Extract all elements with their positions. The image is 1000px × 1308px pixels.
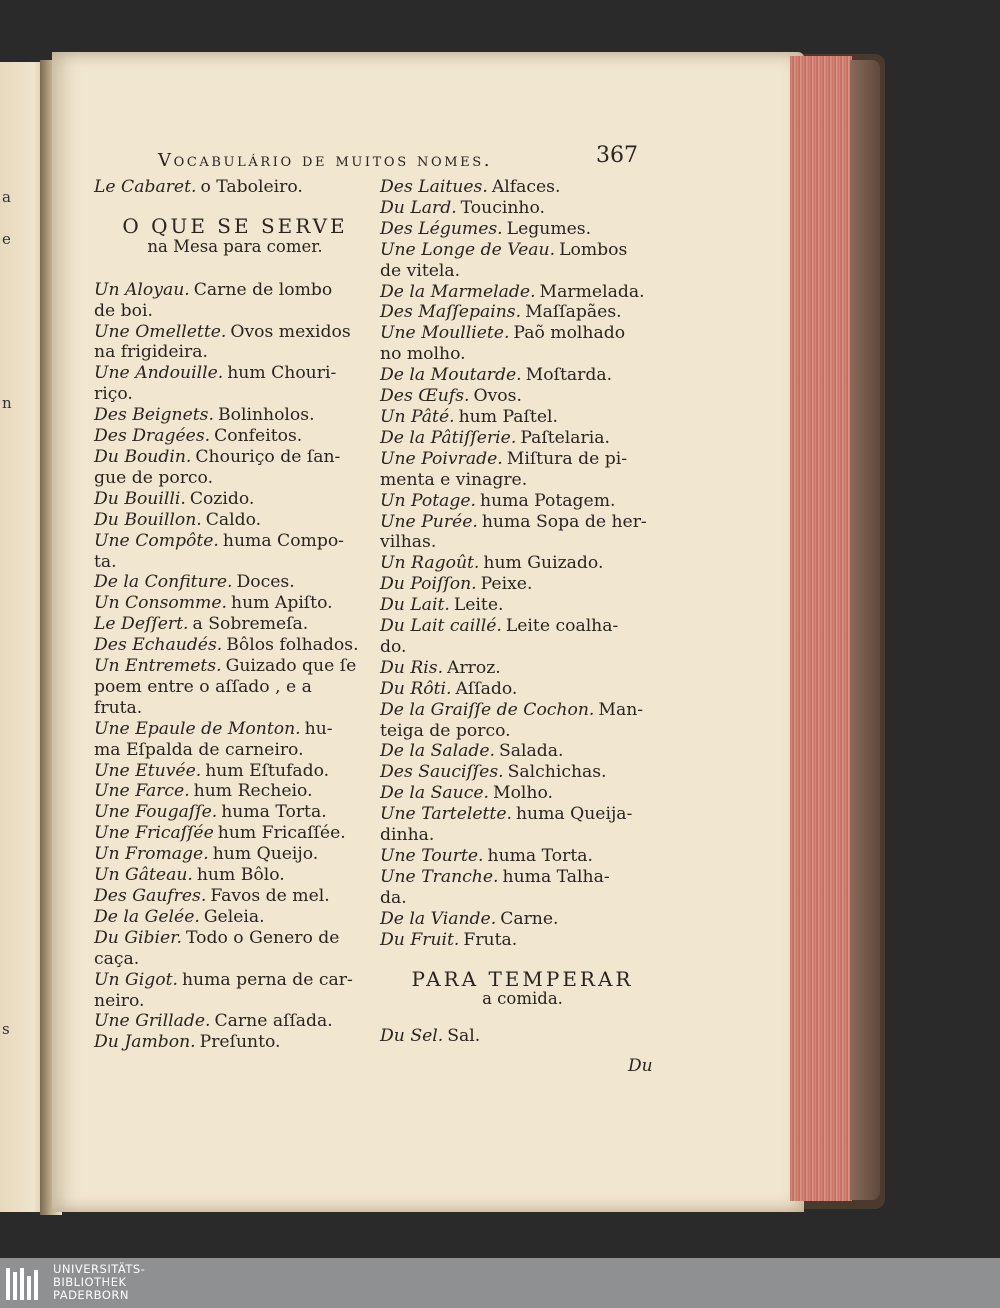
library-name [53,1263,145,1302]
vocab-entry [380,846,665,867]
vocab-entry [94,489,376,510]
entry-continuation: na frigideira. [94,342,208,363]
portuguese-term: hum Bôlo. [196,865,285,886]
vocab-entry [94,426,376,447]
portuguese-term: huma Torta. [487,846,593,866]
entry-continuation: vilhas. [380,532,437,553]
library-footer [0,1258,1000,1308]
vocab-entry [94,447,376,489]
portuguese-term: Carne de lombo [193,279,333,300]
portuguese-term: hum Paſtel. [458,406,558,427]
french-term: De la Moutarde. [380,365,522,386]
french-term: Le Cabaret. [94,177,197,197]
vocab-entry [94,572,376,593]
french-term: Le Deſſert. [94,614,189,635]
french-term: Une Epaule de Monton. [94,718,301,739]
french-term: Du Lait caillé. [380,616,502,637]
portuguese-term: huma Potagem. [480,490,616,511]
vocab-entry [94,1011,376,1032]
french-term: De la Sauce. [380,783,489,804]
vocab-entry [94,177,376,198]
entry-continuation: dinha. [380,825,435,846]
french-term: Une Etuvée. [94,760,202,781]
vocab-entry [94,928,376,970]
portuguese-term: Miſtura de pi- [506,448,628,469]
portuguese-term: Carne. [500,908,559,929]
portuguese-term: Chouriço de ſan- [195,446,341,467]
french-term: Une Tourte. [380,846,484,866]
vocab-entry [380,428,665,449]
portuguese-term: Cozido. [189,488,255,509]
french-term: Du Gibier. [94,927,183,948]
portuguese-term: Todo o Genero de [186,927,340,948]
vocab-entry [94,865,376,886]
portuguese-term: Toucinho. [460,197,545,218]
portuguese-term: Peixe. [480,574,533,595]
portuguese-term: Marmelada. [539,281,645,302]
entry-continuation: do. [380,636,407,657]
vocab-entry [94,719,376,761]
section-heading-main: O QUE SE SERVE [122,213,348,238]
portuguese-term: o Taboleiro. [200,177,303,197]
portuguese-term: huma Queija- [515,804,633,825]
vocab-entry [380,219,665,240]
french-term: Un Entremets. [94,656,222,677]
portuguese-term: Paſtelaria. [520,427,610,448]
vocab-entry [94,510,376,531]
french-term: Du Boudin. [94,446,192,467]
portuguese-term: hum Chouri- [227,363,337,384]
vocab-entry [380,323,665,365]
french-term: Une Grillade. [94,1011,211,1032]
french-term: Du Sel. [380,1026,444,1047]
vocab-entry [94,781,376,802]
edge-char: a [2,188,11,206]
vocab-entry [380,700,665,742]
entry-continuation: de boi. [94,300,153,321]
vocab-entry [94,635,376,656]
portuguese-term: Guizado que ſe [225,656,357,677]
portuguese-term: Salchichas. [507,762,607,783]
vocab-entry [94,823,376,844]
french-term: De la Gelée. [94,906,200,927]
vocab-entry [94,656,376,719]
vocab-entry [380,553,665,574]
french-term: Une Omellette. [94,321,227,342]
vocab-entry [380,177,665,198]
portuguese-term: Ovos. [473,386,522,407]
edge-char: n [2,394,12,412]
entry-continuation: ma Eſpalda de carneiro. [94,739,304,760]
french-term: Des Echaudés. [94,635,223,656]
library-name-line: UNIVERSITÄTS- [53,1262,146,1276]
entry-continuation: ta. [94,551,117,572]
entry-continuation: da. [380,887,407,908]
french-term: Des Maſſepains. [380,302,522,323]
vocab-entry [380,595,665,616]
french-term: Du Bouillon. [94,509,202,530]
portuguese-term: Salada. [499,741,564,762]
french-term: Du Fruit. [380,929,460,950]
library-name-line: PADERBORN [53,1288,130,1302]
french-term: Une Tartelette. [380,804,512,825]
portuguese-term: Sal. [447,1026,481,1047]
portuguese-term: huma Compo- [222,530,344,551]
french-term: Un Consomme. [94,593,227,614]
portuguese-term: Arroz. [447,657,501,678]
section-heading [94,213,376,258]
vocab-entry [94,280,376,322]
vocab-entry [94,970,376,1012]
vocab-entry [380,574,665,595]
vocab-entry [380,491,665,512]
portuguese-term: Geleia. [203,906,265,927]
french-term: Du Jambon. [94,1032,196,1053]
entry-continuation: riço. [94,384,133,405]
portuguese-term: a Sobremeſa. [192,614,309,635]
vocab-entry [380,302,665,323]
french-term: Des Œufs. [380,386,470,407]
french-term: Une Tranche. [380,866,499,887]
french-term: Du Bouilli. [94,488,186,509]
portuguese-term: hum Eſtufado. [205,760,330,781]
portuguese-term: huma Sopa de her- [481,511,647,532]
portuguese-term: Leite. [453,595,504,616]
vocab-entry [94,761,376,782]
page-edge-shadow [850,60,880,1200]
portuguese-term: Maſſapães. [525,302,622,323]
entry-continuation: neiro. [94,990,145,1011]
vocab-entry [380,783,665,804]
french-term: Une Moulliete. [380,323,510,344]
vocab-entry [380,616,665,658]
portuguese-term: huma Talha- [502,866,610,887]
vocab-entry [94,405,376,426]
french-term: Des Dragées. [94,426,211,447]
portuguese-term: Legumes. [506,218,592,239]
portuguese-term: Caldo. [205,509,262,530]
vocab-entry [380,407,665,428]
french-term: Une Longe de Veau. [380,239,556,260]
french-term: Un Aloyau. [94,279,190,300]
vocab-entry [380,930,665,951]
french-term: De la Marmelade. [380,281,536,302]
french-term: Un Pâté. [380,406,455,427]
vocab-entry [94,614,376,635]
vocab-entry [94,531,376,573]
french-term: De la Confiture. [94,572,233,593]
vocab-entry [380,512,665,554]
french-term: Une Purée. [380,511,478,532]
portuguese-term: Bôlos folhados. [226,635,359,656]
catchword: Du [628,1056,653,1076]
french-term: Une Poivrade. [380,448,503,469]
portuguese-term: huma perna de car- [181,969,353,990]
portuguese-term: hum Apiſto. [231,593,333,614]
vocab-entry [380,804,665,846]
portuguese-term: Confeitos. [214,426,303,447]
french-term: Un Fromage. [94,844,209,865]
portuguese-term: huma Torta. [221,802,327,823]
french-term: Des Gaufres. [94,886,207,906]
french-term: Du Rôti. [380,678,452,699]
red-page-edges [790,56,852,1201]
french-term: Un Ragoût. [380,553,480,574]
vocab-entry [94,844,376,865]
french-term: Un Potage. [380,490,477,511]
vocab-entry [94,322,376,364]
portuguese-term: Ovos mexidos [230,321,351,342]
vocab-entry [380,198,665,219]
vocab-entry [380,240,665,282]
french-term: Un Gâteau. [94,865,193,886]
french-term: Du Lard. [380,197,457,218]
french-term: Du Poiſſon. [380,574,477,595]
french-term: Une Fougaſſe. [94,802,218,823]
right-column [380,177,665,1047]
french-term: Des Laitues. [380,177,488,197]
section-heading-sub: na Mesa para comer. [147,236,323,256]
portuguese-term: hu- [304,718,333,739]
entry-continuation: menta e vinagre. [380,469,528,490]
portuguese-term: Aſſado. [455,678,518,699]
edge-char: s [2,1020,10,1038]
vocab-entry [94,593,376,614]
entry-continuation: teiga de porco. [380,720,511,741]
vocab-entry [94,886,376,907]
vocab-entry [380,762,665,783]
portuguese-term: Preſunto. [199,1032,281,1053]
entry-continuation: de vitela. [380,260,461,281]
portuguese-term: hum Guizado. [483,553,604,574]
portuguese-term: Paõ molhado [513,323,626,344]
portuguese-term: hum Fricaſſée. [217,823,346,844]
vocab-entry [94,363,376,405]
portuguese-term: Lombos [559,239,628,260]
portuguese-term: Bolinholos. [217,405,315,426]
vocab-entry [94,907,376,928]
edge-char: e [2,230,11,248]
section-heading [380,966,665,1011]
library-logo-icon [4,1264,44,1304]
vocab-entry [380,741,665,762]
vocab-entry [380,386,665,407]
french-term: Une Fricaſſée [94,823,214,844]
portuguese-term: hum Recheio. [193,781,313,802]
vocab-entry [94,1032,376,1053]
entry-continuation: gue de porco. [94,467,214,488]
portuguese-term: Favos de mel. [210,886,330,906]
portuguese-term: Moſtarda. [525,365,613,386]
french-term: De la Viande. [380,908,497,929]
entry-continuation: no molho. [380,344,466,365]
french-term: Des Sauciſſes. [380,762,504,783]
portuguese-term: Man- [598,699,644,720]
portuguese-term: Alfaces. [491,177,561,197]
portuguese-term: hum Queijo. [212,844,319,865]
vocab-entry [380,282,665,303]
vocab-entry [380,867,665,909]
french-term: Du Ris. [380,657,444,678]
library-name-line: BIBLIOTHEK [53,1275,127,1289]
french-term: Des Légumes. [380,218,503,239]
vocab-entry [380,1026,665,1047]
vocab-entry [94,802,376,823]
portuguese-term: Leite coalha- [505,616,619,637]
section-heading-main: PARA TEMPERAR [411,966,634,991]
vocab-entry [380,679,665,700]
french-term: Une Compôte. [94,530,219,551]
french-term: Des Beignets. [94,405,214,426]
french-term: Une Farce. [94,781,190,802]
portuguese-term: Carne aſſada. [214,1011,333,1032]
portuguese-term: Doces. [236,572,295,593]
running-title: Vocabulário de muitos nomes. [158,150,493,171]
french-term: De la Pâtiſſerie. [380,427,517,448]
french-term: Du Lait. [380,595,450,616]
vocab-entry [380,909,665,930]
french-term: Un Gigot. [94,969,178,990]
french-term: De la Salade. [380,741,496,762]
left-column [94,177,376,1053]
page-number: 367 [596,143,638,168]
entry-continuation: caça. [94,948,140,969]
entry-continuation: fruta. [94,697,143,718]
section-heading-sub: a comida. [482,989,563,1009]
vocab-entry [380,658,665,679]
vocab-entry [380,449,665,491]
entry-continuation: poem entre o aſſado , e a [94,676,312,697]
portuguese-term: Molho. [492,783,554,804]
french-term: De la Graiſſe de Cochon. [380,699,595,720]
vocab-entry [380,365,665,386]
portuguese-term: Fruta. [463,929,518,950]
french-term: Une Andouille. [94,363,224,384]
